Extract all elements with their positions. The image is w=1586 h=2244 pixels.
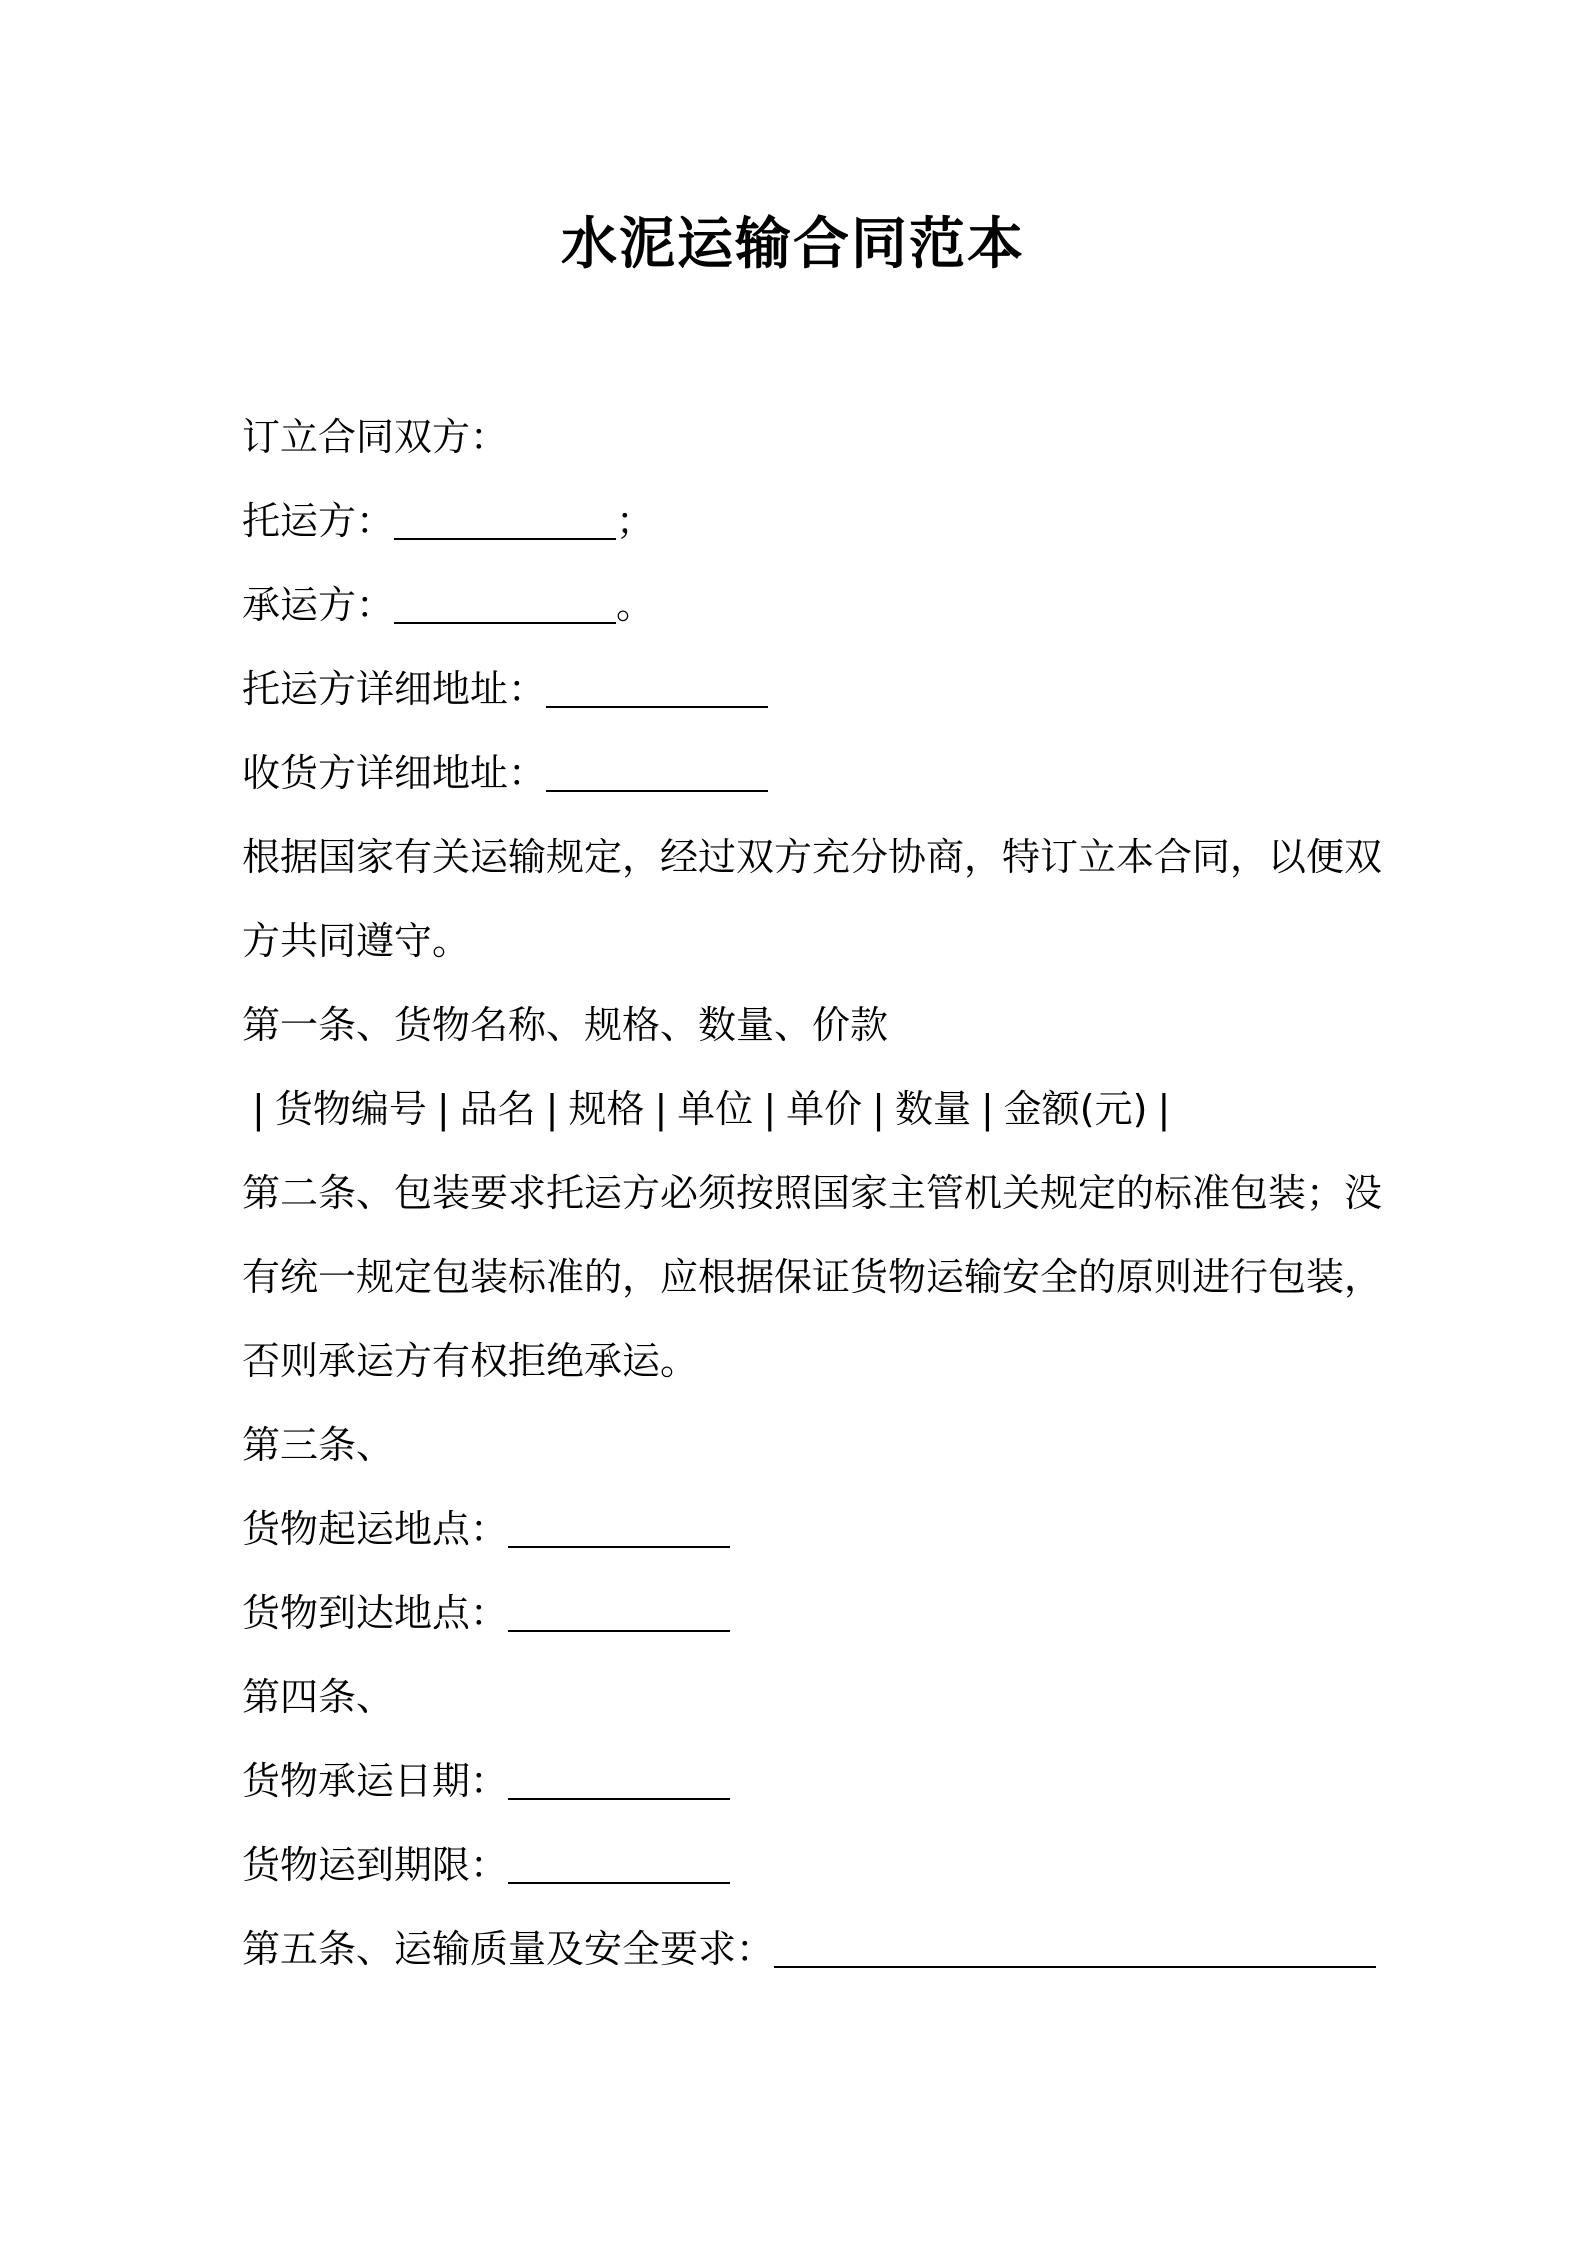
table-separator: | [654, 1087, 668, 1131]
goods-table-header [242, 1079, 1362, 1139]
table-separator: | [252, 1087, 265, 1131]
carriage-date-label: 货物承运日期： [242, 1759, 509, 1803]
shipper-suffix: ； [616, 499, 655, 543]
column-unit: 单位 [677, 1087, 754, 1131]
origin-blank[interactable] [508, 1506, 730, 1548]
table-separator: | [980, 1087, 994, 1131]
table-separator: | [1157, 1087, 1171, 1131]
article-5-label: 第五条、运输质量及安全要求： [242, 1927, 775, 1971]
table-header-row [242, 1079, 1180, 1139]
article-5-line [242, 1919, 1362, 1979]
consignee-address-label: 收货方详细地址： [242, 751, 547, 795]
carrier-blank[interactable] [394, 582, 616, 624]
shipper-address-line [242, 659, 1362, 719]
column-product-name: 品名 [459, 1087, 536, 1131]
column-quantity: 数量 [894, 1087, 971, 1131]
carrier-label: 承运方： [242, 583, 395, 627]
article-1-heading: 第一条、货物名称、规格、数量、价款 [242, 1003, 889, 1047]
shipper-blank[interactable] [394, 498, 616, 540]
article-4-heading: 第四条、 [242, 1675, 395, 1719]
article-5-blank[interactable] [774, 1926, 1376, 1968]
shipper-address-label: 托运方详细地址： [242, 667, 547, 711]
delivery-deadline-label: 货物运到期限： [242, 1843, 509, 1887]
delivery-deadline-blank[interactable] [508, 1842, 730, 1884]
table-separator: | [545, 1087, 559, 1131]
column-goods-number: 货物编号 [274, 1087, 427, 1131]
article-2-line-2: 有统一规定包装标准的，应根据保证货物运输安全的原则进行包装， [242, 1255, 1383, 1299]
preamble-line-2: 方共同遵守。 [242, 919, 471, 963]
consignee-address-blank[interactable] [546, 750, 768, 792]
table-separator: | [436, 1087, 450, 1131]
column-amount: 金额(元) [1003, 1087, 1148, 1131]
delivery-deadline-line [242, 1835, 1362, 1895]
origin-label: 货物起运地点： [242, 1507, 509, 1551]
page-title: 水泥运输合同范本 [561, 212, 1025, 277]
preamble-line-1: 根据国家有关运输规定，经过双方充分协商，特订立本合同，以便双 [242, 835, 1383, 879]
carriage-date-line [242, 1751, 1362, 1811]
carrier-suffix: 。 [616, 583, 655, 627]
table-separator: | [763, 1087, 777, 1131]
column-specification: 规格 [568, 1087, 645, 1131]
carriage-date-blank[interactable] [508, 1758, 730, 1800]
destination-label: 货物到达地点： [242, 1591, 509, 1635]
article-2-line-1: 第二条、包装要求托运方必须按照国家主管机关规定的标准包装；没 [242, 1171, 1383, 1215]
origin-line [242, 1499, 1362, 1559]
shipper-line [242, 491, 1362, 551]
destination-blank[interactable] [508, 1590, 730, 1632]
shipper-label: 托运方： [242, 499, 395, 543]
column-unit-price: 单价 [786, 1087, 863, 1131]
table-separator: | [872, 1087, 885, 1131]
article-2-line-3: 否则承运方有权拒绝承运。 [242, 1339, 699, 1383]
article-3-heading: 第三条、 [242, 1423, 395, 1467]
parties-heading: 订立合同双方： [242, 415, 509, 459]
consignee-address-line [242, 743, 1362, 803]
carrier-line [242, 575, 1362, 635]
destination-line [242, 1583, 1362, 1643]
shipper-address-blank[interactable] [546, 666, 768, 708]
